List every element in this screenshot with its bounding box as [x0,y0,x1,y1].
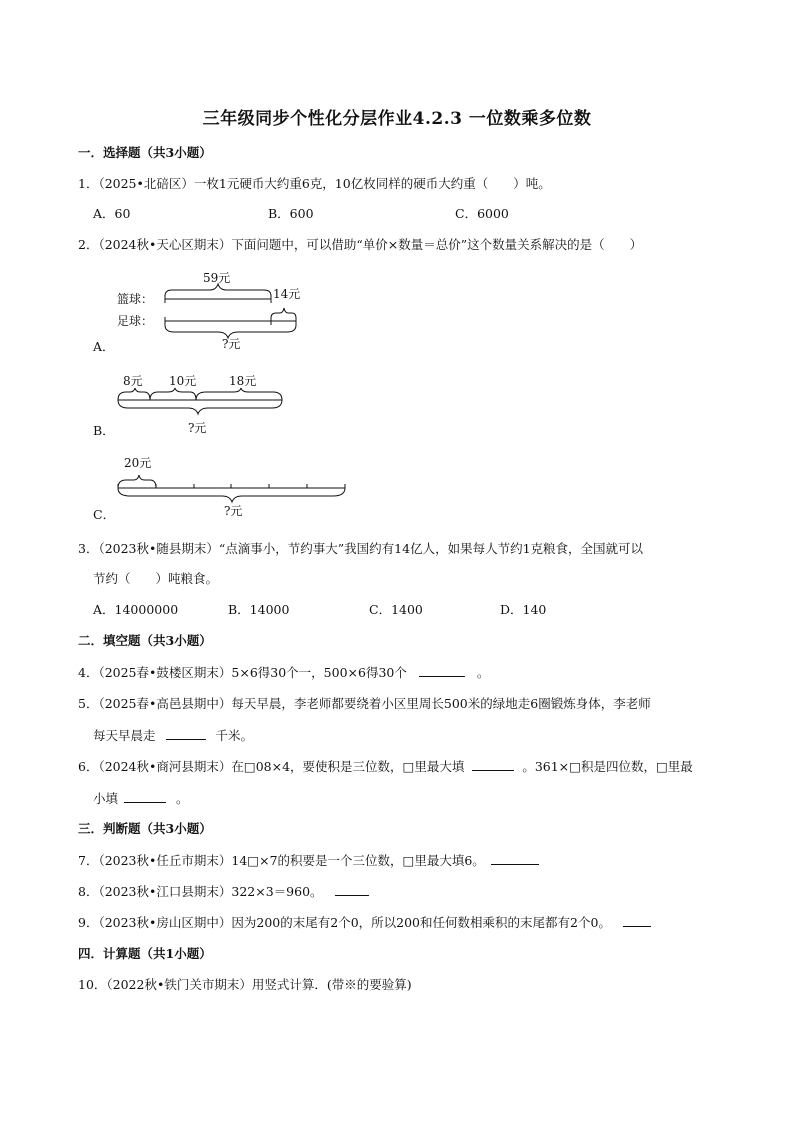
section-heading-judge: 三．判断题（共3小题） [78,821,212,836]
question-6-answer-blank-1[interactable] [472,757,514,771]
question-1-option-b: B．600 [268,206,314,221]
question-6-line-1 [78,757,693,776]
part-2-label: 10元 [169,374,197,388]
question-8 [78,882,369,901]
question-5 [93,726,253,745]
page-title: 三年级同步个性化分层作业4.2.3 一位数乘多位数 [202,109,592,129]
top-brace [165,284,271,296]
option-b-line-diagram [110,370,300,440]
question-5-end: 千米。 [215,728,253,743]
question-1-text: 1．（2025•北碚区）一枚1元硬币大约重6克，10亿枚同样的硬币大约重（ ）吨。 [78,176,551,191]
question-1-option-a: A．60 [93,206,131,221]
question-5-text-line-1: 5．（2025春•高邑县期中）每天早晨，李老师都要绕着小区里周长500米的绿地走6圈锻炼身体，李老师 [78,696,651,711]
question-4 [78,663,489,682]
question-5-answer-blank[interactable] [166,726,206,740]
part-3-label: 18元 [229,374,257,388]
question-4-end: 。 [476,665,490,680]
total-price-label: ?元 [222,337,241,351]
section-heading-fill: 二．填空题（共3小题） [78,633,212,648]
question-4-text: 4．（2025春•鼓楼区期末）5×6得30个一，500×6得30个 [78,665,407,680]
question-3-text-line-2: 节约（ ）吨粮食。 [93,571,219,586]
question-1-option-c: C．6000 [455,206,509,221]
extra-brace [271,308,296,318]
question-6-answer-blank-2[interactable] [124,789,166,803]
question-8-text: 8．（2023秋•江口县期末）322×3＝960。 [78,884,323,899]
question-9-text: 9．（2023秋•房山区期中）因为200的末尾有2个0，所以200和任何数相乘积的末尾都有2个0。 [78,915,611,930]
football-label: 足球： [117,314,154,328]
extra-price-label: 14元 [273,287,301,301]
total-brace [118,488,345,502]
question-7-text: 7．（2023秋•任丘市期末）14□×7的积要是一个三位数，□里最大填6。 [78,853,485,868]
question-9 [78,913,651,932]
question-6-text: 6．（2024秋•商河县期末）在□08×4，要使积是三位数，□里最大填 [78,759,465,774]
option-a-label: A． [93,339,115,354]
question-3-option-c: C．1400 [369,602,423,617]
question-3-text-line-1: 3．（2023秋•随县期末）“点滴事小，节约事大”我国约有14亿人，如果每人节约1克粮食，全国就可以 [78,541,644,556]
total-label: ?元 [224,504,243,518]
question-6-line-2 [93,789,189,808]
question-7-answer-blank[interactable] [491,851,539,865]
segment-label: 20元 [124,456,152,470]
question-8-answer-blank[interactable] [335,882,369,896]
question-2-text: 2．（2024秋•天心区期末）下面问题中，可以借助“单价×数量＝总价”这个数量关系解决的是（ ） [78,237,643,252]
basketball-price-label: 59元 [203,271,231,285]
question-4-answer-blank[interactable] [419,663,465,677]
question-6-text-2: 小填 [93,791,119,806]
section-heading-choice: 一．选择题（共3小题） [78,145,212,160]
question-3-option-a: A．14000000 [93,602,179,617]
option-a-line-diagram [110,266,310,356]
basketball-label: 篮球： [117,292,154,306]
option-c-label: C． [93,507,116,522]
question-9-answer-blank[interactable] [623,913,651,927]
section-heading-calc: 四．计算题（共1小题） [78,946,212,961]
option-b-label: B． [93,423,115,438]
total-label: ?元 [188,421,207,435]
question-6-end: 。 [175,791,189,806]
question-10-text: 10．（2022秋•铁门关市期末）用竖式计算．(带※的要验算) [78,977,412,992]
total-brace [118,400,282,414]
part-1-label: 8元 [123,374,143,388]
question-5-text: 每天早晨走 [93,728,156,743]
question-3-option-d: D．140 [500,602,547,617]
question-3-option-b: B．14000 [228,602,290,617]
segment-brace [118,475,156,488]
option-c-line-diagram [110,452,350,522]
question-6-text-mid: 。361×□积是四位数，□里最 [522,759,693,774]
question-7 [78,851,539,870]
